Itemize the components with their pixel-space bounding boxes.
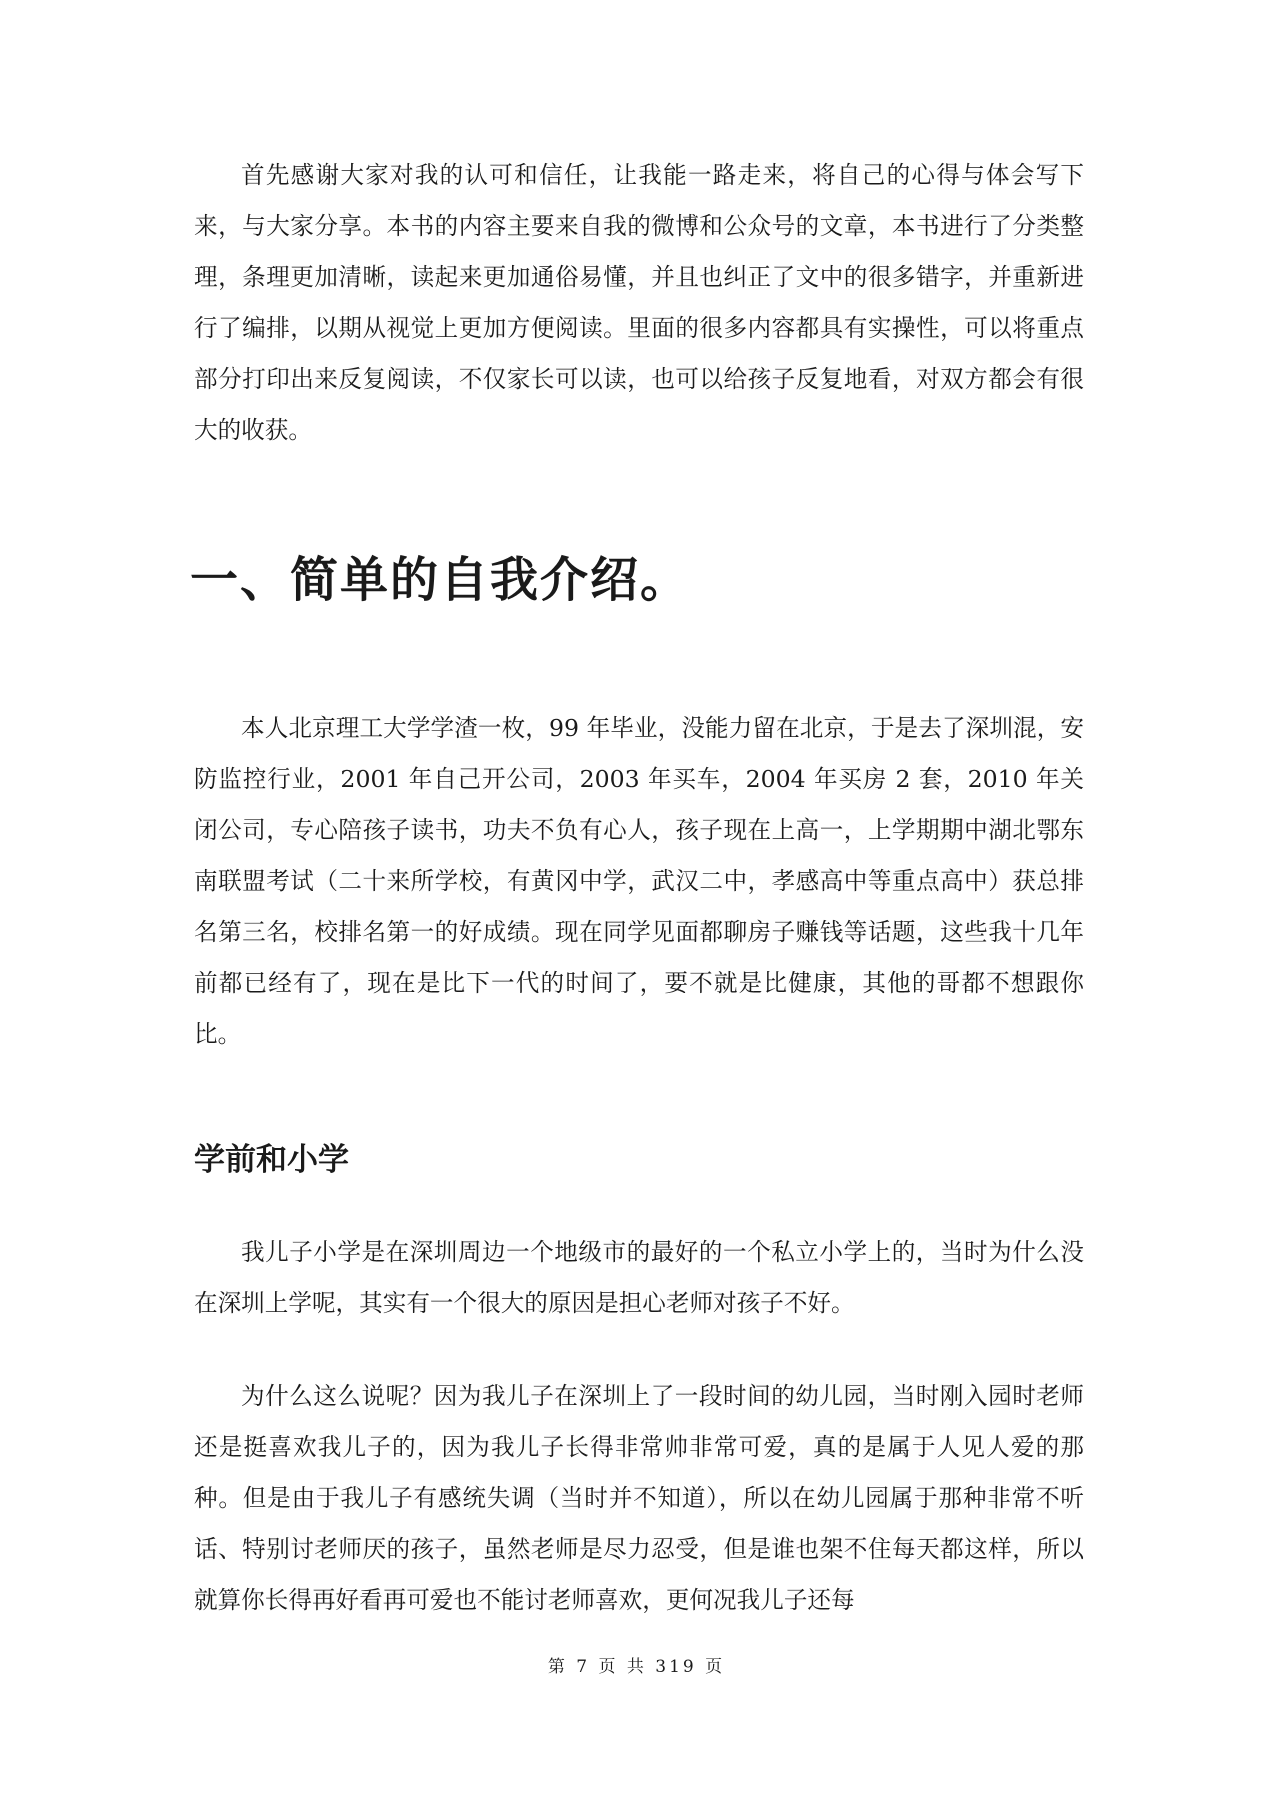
primary-paragraph-1: 我儿子小学是在深圳周边一个地级市的最好的一个私立小学上的，当时为什么没在深圳上学呢，其实有一个很大的原因是担心老师对孩子不好。: [194, 1238, 1084, 1317]
self-intro-paragraph: 本人北京理工大学学渣一枚，99 年毕业，没能力留在北京，于是去了深圳混，安防监控行业，2001 年自己开公司，2003 年买车，2004 年买房 2 套，2010 年关闭公司，专心陪孩子读书，功夫不负有心人，孩子现在上高一，上学期期中湖北鄂东南联盟考试（二十来所学校，有黄冈中学，武汉二中，孝感高中等重点高中）获总排名第三名，校排名第一的好成绩。现在同学见面都聊房子赚钱等话题，这些我十几年前都已经有了，现在是比下一代的时间了，要不就是比健康，其他的哥都不想跟你比。: [194, 714, 1084, 1048]
primary-paragraph-2: 为什么这么说呢？因为我儿子在深圳上了一段时间的幼儿园，当时刚入园时老师还是挺喜欢我儿子的，因为我儿子长得非常帅非常可爱，真的是属于人见人爱的那种。但是由于我儿子有感统失调（当时并不知道），所以在幼儿园属于那种非常不听话、特别讨老师厌的孩子，虽然老师是尽力忍受，但是谁也架不住每天都这样，所以就算你长得再好看再可爱也不能讨老师喜欢，更何况我儿子还每: [194, 1382, 1084, 1614]
section-heading: 一、简单的自我介绍。: [190, 552, 691, 608]
intro-paragraph: 首先感谢大家对我的认可和信任，让我能一路走来，将自己的心得与体会写下来，与大家分享。本书的内容主要来自我的微博和公众号的文章，本书进行了分类整理，条理更加清晰，读起来更加通俗易懂，并且也纠正了文中的很多错字，并重新进行了编排，以期从视觉上更加方便阅读。里面的很多内容都具有实操性，可以将重点部分打印出来反复阅读，不仅家长可以读，也可以给孩子反复地看，对双方都会有很大的收获。: [194, 161, 1084, 444]
subsection-heading: 学前和小学: [194, 1142, 349, 1178]
page-footer: 第 7 页 共 319 页: [547, 1657, 726, 1677]
